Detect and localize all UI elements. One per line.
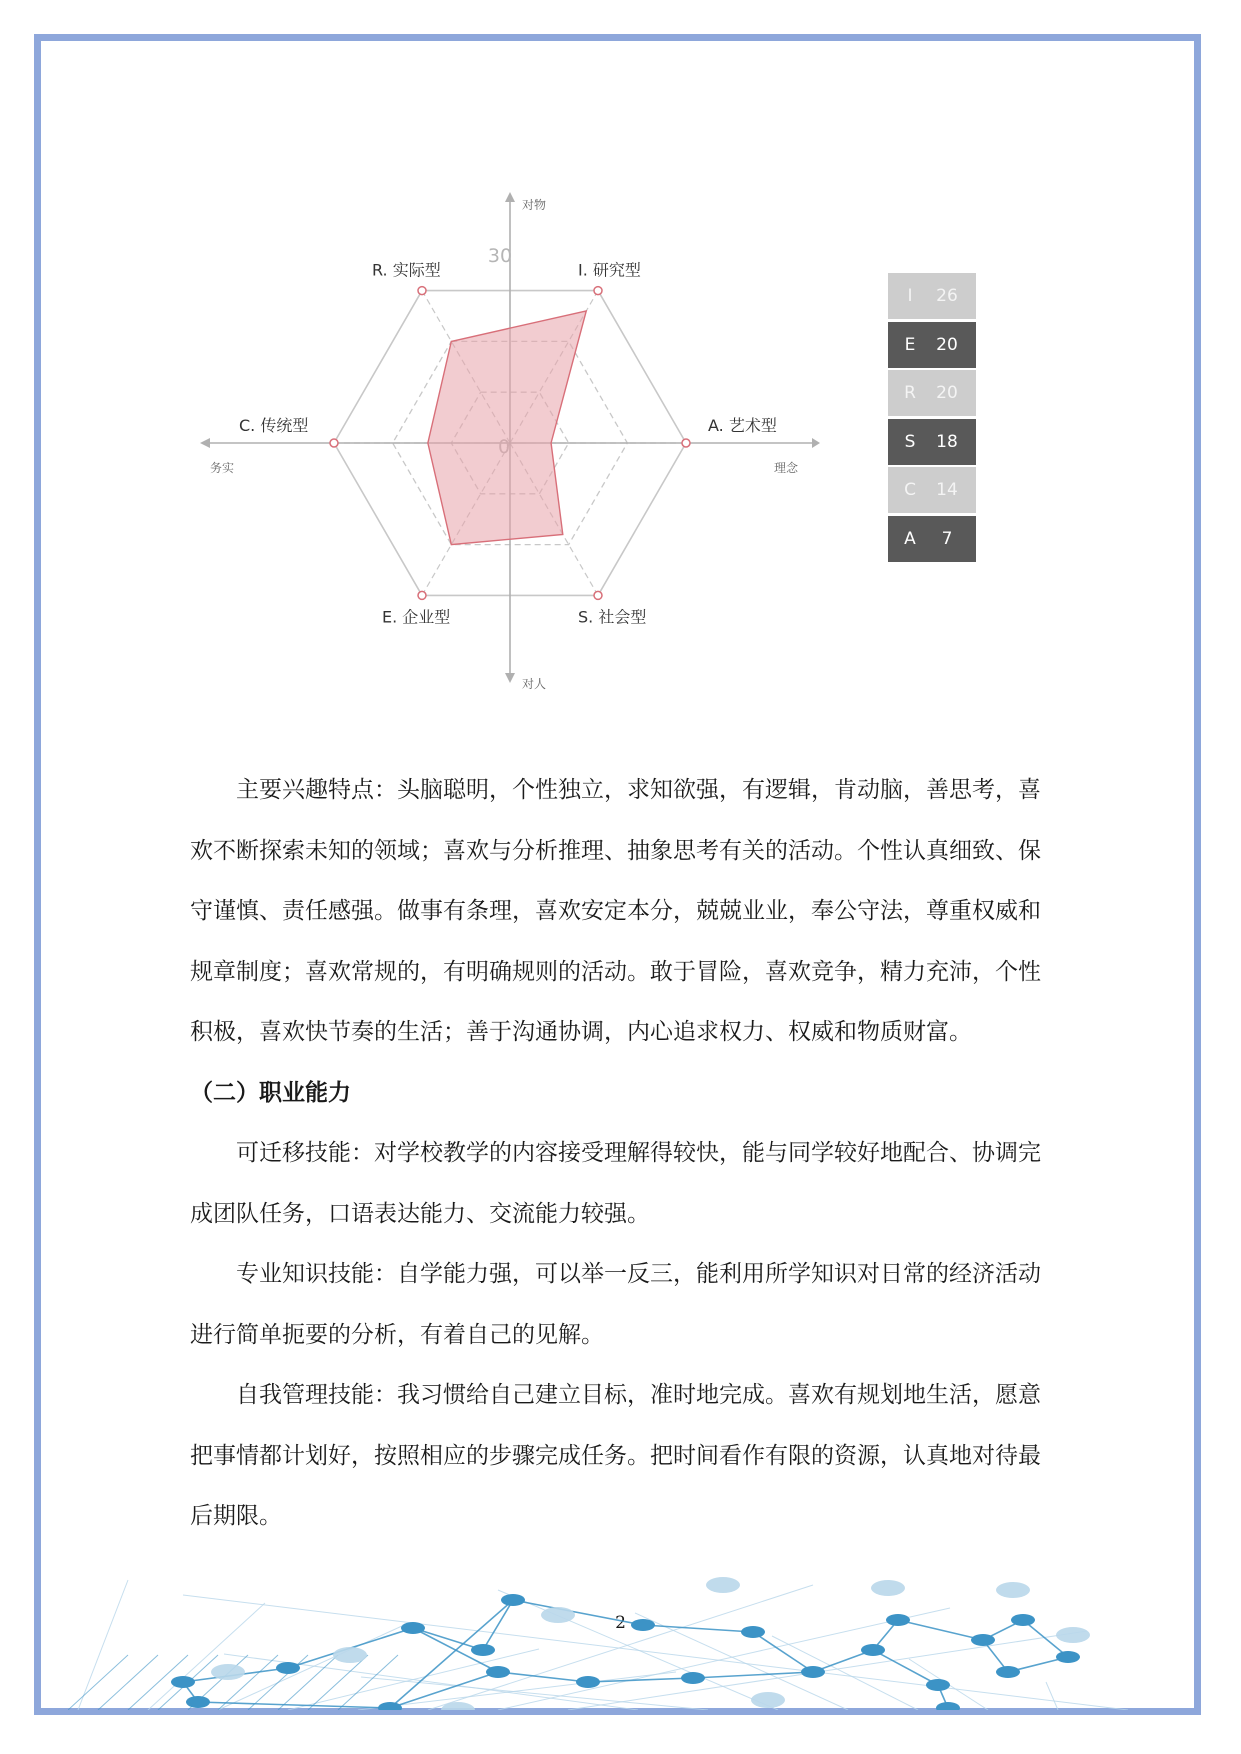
network-node-faint: [541, 1607, 575, 1623]
network-node: [926, 1679, 950, 1691]
network-line: [498, 1672, 588, 1682]
self-management-paragraph: 自我管理技能：我习惯给自己建立目标，准时地完成。喜欢有规划地生活，愿意把事情都计划好，按照相应的步骤完成任务。把时间看作有限的资源，认真地对待最后期限。: [190, 1382, 1041, 1529]
direction-label-left: 务实: [210, 461, 235, 475]
axis-label-e: E. 企业型: [382, 607, 451, 627]
score-letter: C: [904, 480, 916, 500]
score-value: 20: [936, 334, 958, 355]
scale-label-max: 30: [487, 245, 513, 267]
document-body: [190, 760, 1060, 1547]
network-node-faint: [871, 1580, 905, 1596]
axis-label-a: A. 艺术型: [708, 416, 777, 435]
network-node: [171, 1676, 195, 1688]
network-line-faint: [635, 1613, 848, 1710]
axis-label-s: S. 社会型: [578, 607, 647, 627]
arrow-left-icon: [200, 438, 210, 448]
network-line: [390, 1600, 513, 1708]
network-node: [936, 1702, 960, 1710]
radar-chart: [180, 180, 820, 720]
network-line: [390, 1672, 498, 1708]
network-line-faint: [218, 1626, 402, 1710]
network-node-faint: [441, 1702, 475, 1710]
network-node: [1011, 1614, 1035, 1626]
network-node: [801, 1666, 825, 1678]
network-line: [898, 1620, 983, 1640]
score-letter: S: [904, 431, 916, 452]
network-node: [378, 1702, 402, 1710]
vertex-marker-a: [682, 439, 690, 447]
arrow-right-icon: [812, 438, 820, 448]
network-line: [643, 1625, 753, 1632]
score-value: 20: [936, 383, 958, 403]
page-number: 2: [615, 1613, 626, 1633]
network-node: [741, 1626, 765, 1638]
network-node: [486, 1666, 510, 1678]
arrow-up-icon: [505, 192, 515, 202]
network-node: [471, 1644, 495, 1656]
network-line-faint: [183, 1595, 1128, 1710]
network-node: [996, 1666, 1020, 1678]
network-node-faint: [333, 1647, 367, 1663]
score-letter: A: [904, 528, 916, 549]
score-letter: E: [904, 334, 916, 355]
vertex-marker-c: [330, 439, 338, 447]
network-line-faint: [1046, 1682, 1058, 1710]
score-value: 14: [936, 480, 958, 500]
network-node: [971, 1634, 995, 1646]
transferable-skills-paragraph: 可迁移技能：对学校教学的内容接受理解得较快，能与同学较好地配合、协调完成团队任务，口语表达能力、交流能力较强。: [190, 1140, 1041, 1227]
score-row-i: [888, 273, 976, 319]
direction-label-right: 理念: [773, 461, 798, 475]
vertex-marker-e: [418, 591, 426, 599]
network-node: [1056, 1651, 1080, 1663]
network-node-faint: [751, 1692, 785, 1708]
network-node: [631, 1619, 655, 1631]
network-node-faint: [211, 1664, 245, 1680]
network-node: [681, 1672, 705, 1684]
network-line: [483, 1600, 513, 1650]
network-node: [276, 1662, 300, 1674]
score-row-a: [888, 516, 976, 562]
score-letter: R: [904, 383, 916, 403]
network-line: [198, 1702, 390, 1708]
network-node: [501, 1594, 525, 1606]
section-heading: （二）职业能力: [190, 1078, 351, 1106]
network-node-faint: [1056, 1627, 1090, 1643]
network-line-hatch: [338, 1655, 398, 1710]
network-node: [861, 1644, 885, 1656]
network-line: [588, 1678, 693, 1682]
interest-paragraph: 主要兴趣特点：头脑聪明，个性独立，求知欲强，有逻辑，肯动脑，善思考，喜欢不断探索未知的领域；喜欢与分析推理、抽象思考有关的活动。个性认真细致、保守谨慎、责任感强。做事有条理，喜欢安定本分，兢兢业业，奉公守法，尊重权威和规章制度；喜欢常规的，有明确规则的活动。敢于冒险，喜欢竞争，精力充沛，个性积极，喜欢快节奏的生活；善于沟通协调，内心追求权力、权威和物质财富。: [190, 777, 1041, 1045]
network-line-faint: [361, 1677, 708, 1710]
network-line-faint: [358, 1672, 676, 1710]
score-value: 26: [936, 286, 958, 306]
score-row-c: [888, 467, 976, 513]
network-line-hatch: [308, 1655, 368, 1710]
professional-skills-paragraph: 专业知识技能：自学能力强，可以举一反三，能利用所学知识对日常的经济活动进行简单扼要的分析，有着自己的见解。: [190, 1261, 1041, 1348]
score-value: 7: [941, 528, 953, 549]
network-line-hatch: [218, 1655, 278, 1710]
network-line-hatch: [68, 1655, 128, 1710]
score-row-s: [888, 419, 976, 465]
vertex-marker-r: [418, 287, 426, 295]
radar-data-area: [428, 311, 586, 545]
network-node-faint: [706, 1577, 740, 1593]
axis-label-r: R. 实际型: [372, 260, 441, 280]
network-node: [401, 1622, 425, 1634]
axis-label-c: C. 传统型: [239, 416, 309, 435]
network-node: [576, 1676, 600, 1688]
vertex-marker-s: [594, 591, 602, 599]
direction-label-top: 对物: [522, 198, 547, 212]
score-letter: I: [907, 286, 913, 306]
vertex-marker-i: [594, 287, 602, 295]
score-row-r: [888, 370, 976, 416]
network-node-faint: [996, 1582, 1030, 1598]
network-decoration: [68, 1560, 1174, 1710]
network-line-faint: [78, 1580, 128, 1710]
arrow-down-icon: [505, 673, 515, 683]
radar-chart-svg: [180, 180, 820, 720]
network-node: [886, 1614, 910, 1626]
network-line-hatch: [248, 1655, 308, 1710]
network-line-hatch: [98, 1655, 158, 1710]
direction-label-bottom: 对人: [522, 677, 547, 691]
network-line-faint: [148, 1603, 265, 1710]
network-line: [513, 1600, 643, 1625]
network-node: [186, 1696, 210, 1708]
score-value: 18: [936, 431, 958, 452]
network-line-faint: [498, 1608, 950, 1710]
score-row-e: [888, 322, 976, 368]
score-table: [888, 273, 976, 564]
axis-label-i: I. 研究型: [578, 260, 641, 280]
